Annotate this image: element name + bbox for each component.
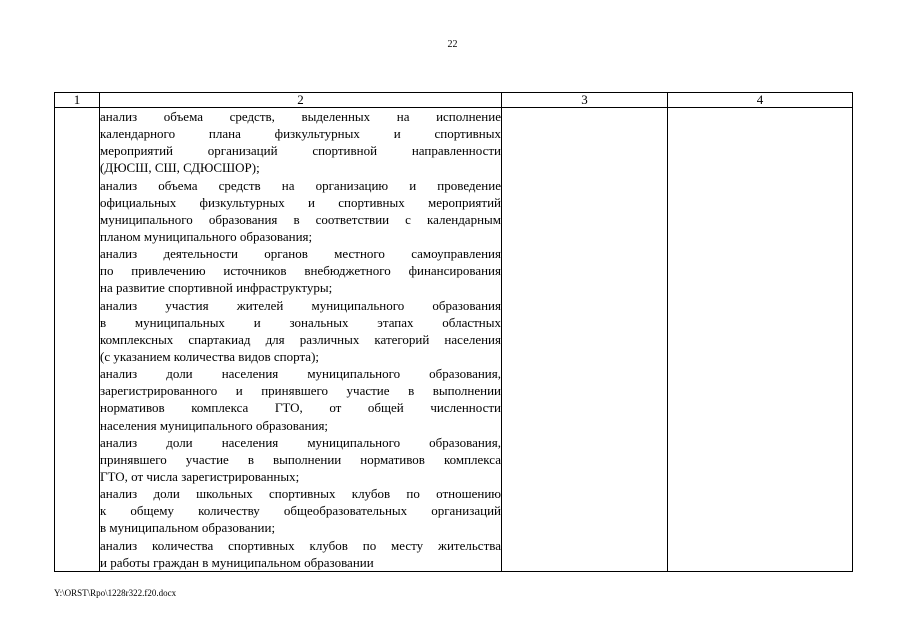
- text-line: по привлечению источников внебюджетного финансирования: [100, 263, 501, 279]
- text-line: анализ объема средств, выделенных на исполнение: [100, 109, 501, 124]
- cell-col-1: [55, 108, 100, 572]
- text-line: анализ объема средств на организацию и проведение: [100, 177, 501, 193]
- text-line: (ДЮСШ, СШ, СДЮСШОР);: [100, 160, 260, 176]
- text-line: населения муниципального образования;: [100, 417, 329, 433]
- text-line: муниципального образования в соответствии с календарным: [100, 211, 501, 227]
- text-line: и работы граждан в муниципальном образовании: [100, 554, 374, 570]
- text-line: к общему количеству общеобразовательных организаций: [100, 503, 501, 519]
- column-header-2: 2: [100, 93, 502, 108]
- text-line: анализ доли населения муниципального образования,: [100, 434, 501, 450]
- footer-file-path: Y:\ORST\Rpo\1228r322.f20.docx: [54, 588, 177, 598]
- column-header-1: 1: [55, 93, 100, 108]
- text-line: мероприятий организаций спортивной направленности: [100, 143, 501, 159]
- text-line: календарного плана физкультурных и спортивных: [100, 126, 501, 142]
- text-line: (с указанием количества видов спорта);: [100, 348, 320, 364]
- document-table: [54, 92, 853, 572]
- column-header-4: 4: [668, 93, 853, 108]
- text-line: анализ доли населения муниципального образования,: [100, 366, 501, 382]
- text-line: нормативов комплекса ГТО, от общей численности: [100, 400, 501, 416]
- text-line: официальных физкультурных и спортивных мероприятий: [100, 194, 501, 210]
- text-line: зарегистрированного и принявшего участие в выполнении: [100, 383, 501, 399]
- table-header-row: [55, 93, 853, 108]
- text-line: анализ количества спортивных клубов по месту жительства: [100, 537, 501, 553]
- cell-col-4: [668, 108, 853, 572]
- cell-col-3: [502, 108, 668, 572]
- text-line: принявшего участие в выполнении нормативов комплекса: [100, 451, 501, 467]
- text-line: в муниципальном образовании;: [100, 520, 276, 536]
- cell-col-2: [100, 108, 502, 572]
- analysis-list: [100, 108, 501, 571]
- column-header-3: 3: [502, 93, 668, 108]
- table-row: [55, 108, 853, 572]
- text-line: комплексных спартакиад для различных категорий населения: [100, 331, 501, 347]
- text-line: анализ участия жителей муниципального образования: [100, 297, 501, 313]
- text-line: ГТО, от числа зарегистрированных;: [100, 468, 300, 484]
- page-number: 22: [447, 39, 458, 50]
- text-line: в муниципальных и зональных этапах областных: [100, 314, 501, 330]
- text-line: на развитие спортивной инфраструктуры;: [100, 280, 333, 296]
- text-line: планом муниципального образования;: [100, 228, 313, 244]
- text-line: анализ доли школьных спортивных клубов по отношению: [100, 486, 501, 502]
- text-line: анализ деятельности органов местного самоуправления: [100, 246, 501, 262]
